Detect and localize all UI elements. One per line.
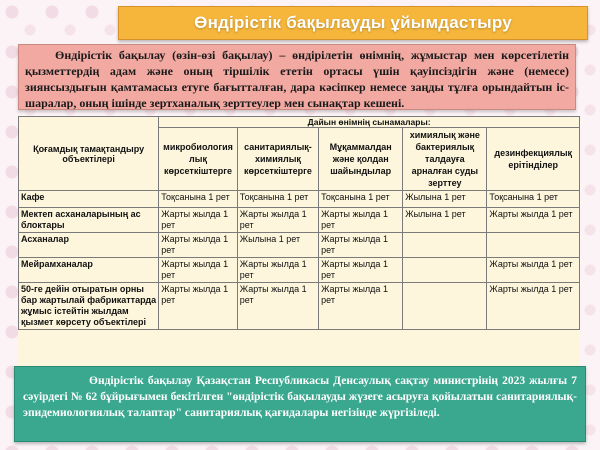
table-cell: Жарты жылда 1 рет <box>159 208 238 233</box>
column-header: химиялық және бактериялық талдауға арналған суды зерттеу <box>403 128 487 191</box>
table-cell: Жарты жылда 1 рет <box>487 208 580 233</box>
table-cell: Жарты жылда 1 рет <box>237 258 318 283</box>
table-cell: Тоқсанына 1 рет <box>237 191 318 208</box>
page-title: Өндірістік бақылауды ұйымдастыру <box>194 13 512 32</box>
table-cell: Жарты жылда 1 рет <box>319 258 403 283</box>
table-cell <box>403 233 487 258</box>
table-cell: Жарты жылда 1 рет <box>237 283 318 330</box>
table-cell: Жарты жылда 1 рет <box>237 208 318 233</box>
facility-cell: 50-ге дейін отыратын орны бар жартылай фабрикаттарда жұмыс істейтін жылдам қызмет көрсету объектілері <box>19 283 159 330</box>
table-cell: Тоқсанына 1 рет <box>319 191 403 208</box>
legal-basis-box: Өндірістік бақылау Қазақстан Республикасы Денсаулық сақтау министрінің 2023 жылғы 7 сәуірдегі № 62 бұйрығымен бекітілген "өндірістік бақылауды жүзеге асыруға қойылатын санитариялық-эпидемиологиялық талаптар" санитариялық қағидалары негізінде жүргізіледі. <box>14 366 586 442</box>
facility-cell: Мектеп асханаларының ас блоктары <box>19 208 159 233</box>
title-banner <box>118 6 588 40</box>
column-header: микробиология лық көрсеткіштерге <box>159 128 238 191</box>
facility-cell: Кафе <box>19 191 159 208</box>
table-cell: Жарты жылда 1 рет <box>159 283 238 330</box>
table-cell: Жылына 1 рет <box>237 233 318 258</box>
table-cell: Жарты жылда 1 рет <box>319 233 403 258</box>
control-schedule-table-container <box>18 116 580 372</box>
table-cell: Жылына 1 рет <box>403 208 487 233</box>
table-cell <box>403 258 487 283</box>
table-cell: Жарты жылда 1 рет <box>487 258 580 283</box>
table-cell: Тоқсанына 1 рет <box>159 191 238 208</box>
table-cell: Жарты жылда 1 рет <box>319 208 403 233</box>
facility-cell: Асханалар <box>19 233 159 258</box>
table-cell: Жарты жылда 1 рет <box>159 258 238 283</box>
table-row <box>19 283 580 330</box>
column-header: Мұқаммалдан және қолдан шайындылар <box>319 128 403 191</box>
table-row <box>19 258 580 283</box>
table-cell: Жарты жылда 1 рет <box>487 283 580 330</box>
facility-column-header: Қоғамдық тамақтандыру объектілері <box>19 117 159 191</box>
samples-group-header: Дайын өнімнің сынамалары: <box>159 117 580 128</box>
table-cell: Жылына 1 рет <box>403 191 487 208</box>
table-row <box>19 208 580 233</box>
column-header: санитариялық-химиялық көрсеткіштерге <box>237 128 318 191</box>
table-cell <box>487 233 580 258</box>
table-row <box>19 191 580 208</box>
table-cell: Тоқсанына 1 рет <box>487 191 580 208</box>
table-cell <box>403 283 487 330</box>
column-header: дезинфекциялық ерітінділер <box>487 128 580 191</box>
table-cell: Жарты жылда 1 рет <box>159 233 238 258</box>
control-schedule-table <box>18 116 580 330</box>
table-row <box>19 233 580 258</box>
definition-box: Өндірістік бақылау (өзін-өзі бақылау) – өндірілетін өнімнің, жұмыстар мен көрсетілетін қызметтердің адам және оның тіршілік ететін ортасы үшін қауіпсіздігін және (немесе) зиянсыздығын қамтамасыз етуге бағытталған, дара кәсіпкер немесе заңды тұлға орындайтын іс-шаралар, оның ішінде зертханалық зерттеулер мен сынақтар кешені. <box>18 44 576 110</box>
table-cell: Жарты жылда 1 рет <box>319 283 403 330</box>
facility-cell: Мейрамханалар <box>19 258 159 283</box>
